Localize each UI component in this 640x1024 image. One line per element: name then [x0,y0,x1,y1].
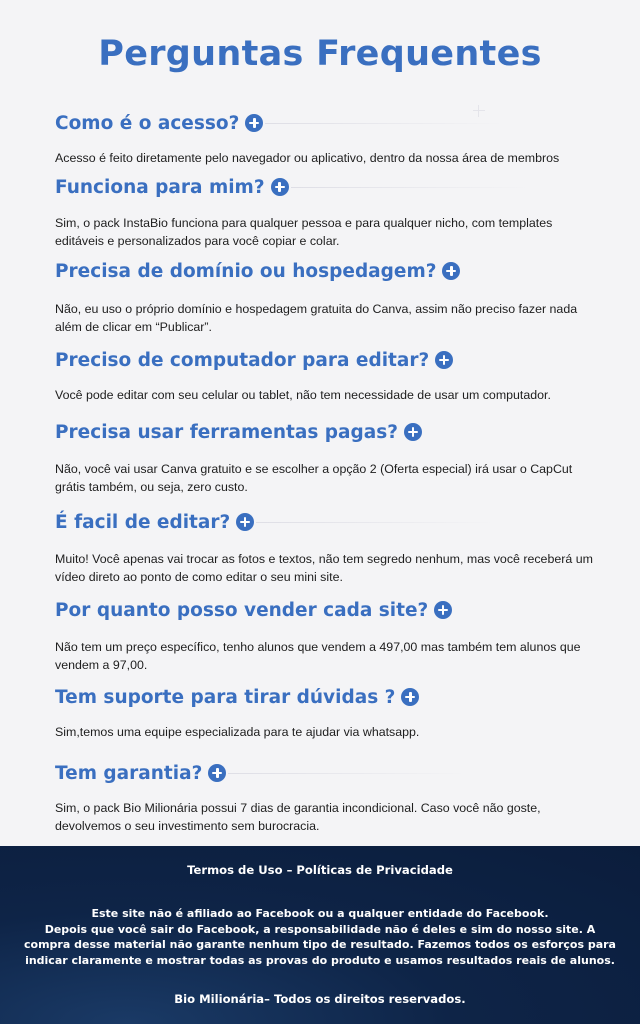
disclaimer-line: Este site não é afiliado ao Facebook ou a qualquer entidade do Facebook. [91,907,549,920]
faq-answer: Sim,temos uma equipe especializada para te ajudar via whatsapp. [55,725,420,739]
faq-question-computer[interactable] [55,345,453,375]
faq-answer: Sim, o pack InstaBio funciona para qualquer pessoa e para qualquer nicho, com templates editáveis e personalizados para você copiar e colar. [55,216,553,248]
faq-answer: Não, eu uso o próprio domínio e hospedagem gratuita do Canva, assim não preciso fazer nada além de clicar em “Publicar”. [55,302,578,334]
plus-circle-icon[interactable] [434,601,452,619]
faq-question-label: Como é o acesso? [55,112,240,134]
faq-question-access[interactable] [55,108,505,138]
footer-disclaimer [20,906,620,968]
faq-answer: Acesso é feito diretamente pelo navegador ou aplicativo, dentro da nossa área de membros [55,151,560,165]
faq-answer: Muito! Você apenas vai trocar as fotos e textos, não tem segredo nenhum, mas você receberá um vídeo direto ao ponto de como editar o seu mini site. [55,552,593,584]
plus-circle-icon[interactable] [208,764,226,782]
faq-question-label: Funciona para mim? [55,176,265,198]
faq-answer: Não, você vai usar Canva gratuito e se escolher a opção 2 (Oferta especial) irá usar o CapCut grátis também, ou seja, zero custo. [55,462,573,494]
faq-question-label: Preciso de computador para editar? [55,349,430,371]
plus-circle-icon[interactable] [435,351,453,369]
divider [265,123,505,124]
plus-circle-icon[interactable] [401,688,419,706]
divider [228,773,468,774]
faq-question-label: Precisa usar ferramentas pagas? [55,421,398,443]
faq-answer: Não tem um preço específico, tenho alunos que vendem a 497,00 mas também tem alunos que vendem a 97,00. [55,640,581,672]
plus-circle-icon[interactable] [442,262,460,280]
faq-answer: Você pode editar com seu celular ou tablet, não tem necessidade de usar um computador. [55,388,551,402]
faq-question-price[interactable] [55,595,452,625]
plus-circle-icon[interactable] [404,423,422,441]
faq-question-paid-tools[interactable] [55,417,422,447]
plus-circle-icon[interactable] [271,178,289,196]
terms-privacy-link[interactable]: Termos de Uso – Políticas de Privacidade [187,863,453,877]
disclaimer-line: Depois que você sair do Facebook, a responsabilidade não é deles e sim do nosso site. A compra desse material não garante nenhum tipo de resultado. Fazemos todos os esforços para indicar claramente e mostrar todas as provas do produto e usamos resultados reais de alunos. [24,922,616,967]
faq-answer: Sim, o pack Bio Milionária possui 7 dias de garantia incondicional. Caso você não goste, devolvemos o seu investimento sem burocracia. [55,801,541,833]
faq-question-works-for-me[interactable] [55,172,531,202]
faq-question-label: Tem suporte para tirar dúvidas ? [55,686,396,708]
divider [291,187,531,188]
faq-question-guarantee[interactable] [55,758,468,788]
faq-question-label: Tem garantia? [55,762,203,784]
footer [0,846,640,1024]
page-title: Perguntas Frequentes [98,34,542,74]
plus-circle-icon[interactable] [236,513,254,531]
plus-circle-icon[interactable] [245,114,263,132]
faq-question-label: Precisa de domínio ou hospedagem? [55,260,437,282]
faq-question-domain-hosting[interactable] [55,256,460,286]
faq-question-support[interactable] [55,682,419,712]
copyright-text: Bio Milionária– Todos os direitos reservados. [174,992,466,1006]
faq-question-label: É facil de editar? [55,511,231,533]
divider [256,522,496,523]
faq-question-label: Por quanto posso vender cada site? [55,599,429,621]
faq-question-easy-to-edit[interactable] [55,507,496,537]
